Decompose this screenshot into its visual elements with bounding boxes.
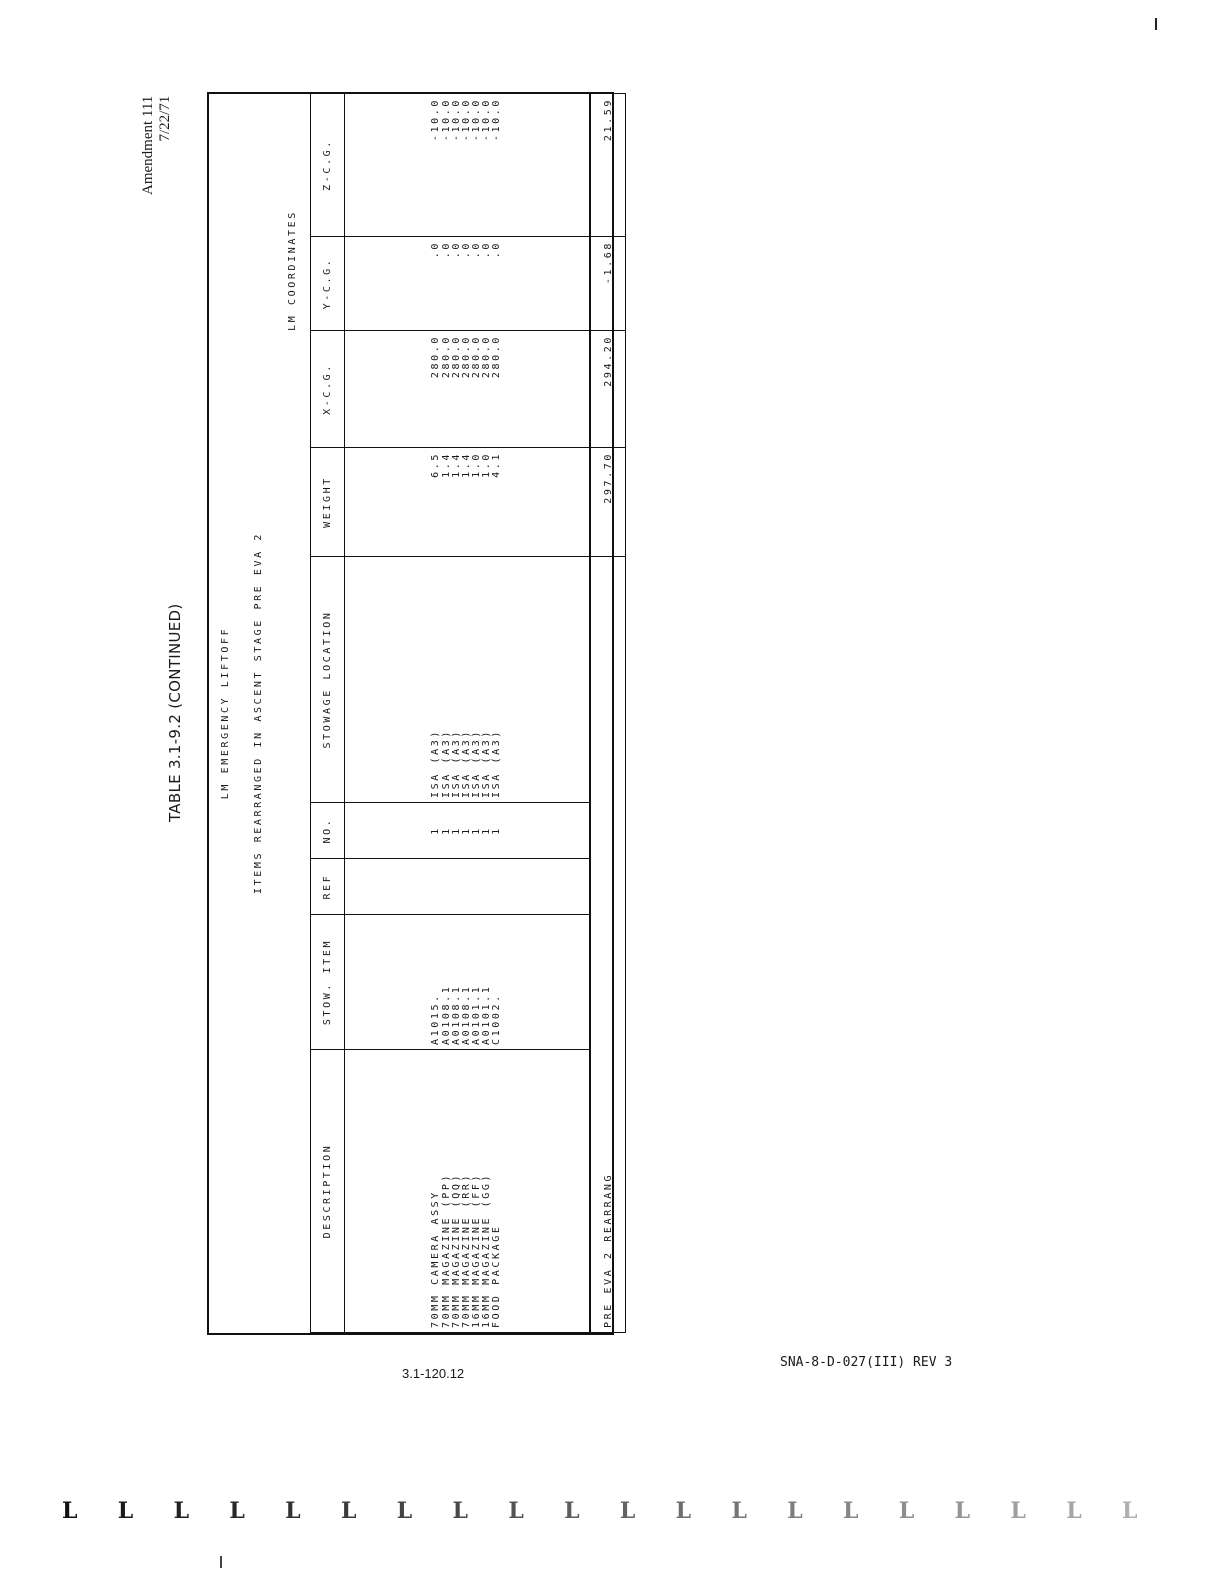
col-weight [345, 448, 591, 557]
scan-glyph: L [898, 1498, 915, 1524]
scan-glyph: L [285, 1498, 301, 1524]
cell-ref-7 [492, 863, 502, 910]
amendment-date: 7/22/71 [157, 95, 173, 142]
cell-weight-4: 1.4 [460, 452, 472, 478]
cell-y-cg-1: .0 [430, 241, 442, 259]
cell-no-7: 1 [491, 826, 503, 835]
amendment-number: Amendment 111 [140, 95, 156, 195]
cell-y-cg-4: .0 [460, 241, 472, 259]
header-z-cg: Z-C.G. [311, 94, 345, 237]
header-stow-item: STOW. ITEM [311, 915, 345, 1050]
cell-stow-item-6: A0101.1 [481, 984, 493, 1045]
cell-stow-item-2: A0108.1 [440, 984, 452, 1045]
cell-z-cg-1: -10.0 [430, 98, 442, 142]
cell-no-1: 1 [430, 826, 442, 835]
scan-glyph: L [564, 1498, 580, 1524]
cell-y-cg-3: .0 [450, 241, 462, 259]
col-stow-item [345, 915, 591, 1050]
col-x-cg [345, 331, 591, 448]
header-stowage-location: STOWAGE LOCATION [311, 557, 345, 803]
cell-x-cg-4: 280.0 [460, 335, 472, 379]
cell-weight-5: 1.0 [471, 452, 483, 478]
cell-stow-item-4: A0108.1 [460, 984, 472, 1045]
cell-stow-item-5: A0101.1 [471, 984, 483, 1045]
scan-glyph: L [1122, 1498, 1138, 1524]
cell-stow-item-1: A1015. [430, 993, 442, 1045]
cell-description-1: 70MM CAMERA ASSY [430, 1190, 442, 1328]
total-x-cg: 294.20 [590, 331, 626, 448]
scan-glyph: L [619, 1498, 636, 1524]
scan-glyph: L [229, 1498, 245, 1524]
cell-no-5: 1 [471, 826, 483, 835]
scan-glyph: L [954, 1498, 971, 1524]
cell-stowage-location-6: ISA (A3) [481, 729, 493, 798]
cell-ref-5 [472, 863, 482, 910]
cell-stowage-location-1: ISA (A3) [430, 729, 442, 798]
col-ref [345, 859, 591, 915]
scan-glyph: L [452, 1498, 468, 1524]
cell-x-cg-1: 280.0 [430, 335, 442, 379]
col-z-cg [345, 94, 591, 237]
page-edge-mark [1155, 18, 1157, 30]
cell-no-4: 1 [460, 826, 472, 835]
total-label: PRE EVA 2 REARRANG [590, 557, 626, 1333]
amendment-note [140, 96, 174, 195]
scan-glyph: L [843, 1498, 859, 1524]
scan-glyph: L [62, 1498, 78, 1524]
col-y-cg [345, 237, 591, 331]
total-weight: 297.70 [590, 448, 626, 557]
cell-x-cg-6: 280.0 [481, 335, 493, 379]
cell-stowage-location-5: ISA (A3) [471, 729, 483, 798]
header-description: DESCRIPTION [311, 1050, 345, 1333]
cell-no-6: 1 [481, 826, 493, 835]
cell-stowage-location-7: ISA (A3) [491, 729, 503, 798]
cell-no-3: 1 [450, 826, 462, 835]
cell-weight-1: 6.5 [430, 452, 442, 478]
cell-y-cg-6: .0 [481, 241, 493, 259]
scan-glyph: L [787, 1498, 803, 1524]
header-no: NO. [311, 803, 345, 859]
scan-glyph: L [173, 1498, 190, 1524]
cell-stow-item-7: C1002. [491, 993, 503, 1045]
cell-ref-4 [462, 863, 472, 910]
cell-z-cg-7: -10.0 [491, 98, 503, 142]
cell-x-cg-5: 280.0 [471, 335, 483, 379]
scan-glyph: L [1066, 1498, 1082, 1524]
document-id: SNA-8-D-027(III) REV 3 [780, 1355, 953, 1370]
scan-glyph: L [731, 1498, 747, 1524]
table-subtitle: ITEMS REARRANGED IN ASCENT STAGE PRE EVA 2 [253, 531, 264, 895]
cell-z-cg-5: -10.0 [471, 98, 483, 142]
scan-glyph: L [396, 1498, 413, 1524]
cell-description-3: 70MM MAGAZINE (QQ) [450, 1172, 462, 1328]
cell-x-cg-3: 280.0 [450, 335, 462, 379]
cell-description-6: 16MM MAGAZINE (GG) [481, 1172, 493, 1328]
cell-weight-3: 1.4 [450, 452, 462, 478]
cell-y-cg-2: .0 [440, 241, 452, 259]
cell-z-cg-6: -10.0 [481, 98, 493, 142]
cell-stow-item-3: A0108.1 [450, 984, 462, 1045]
cell-weight-6: 1.0 [481, 452, 493, 478]
cell-ref-6 [482, 863, 492, 910]
cell-y-cg-7: .0 [491, 241, 503, 259]
scan-glyph: L [508, 1498, 524, 1524]
stowage-table [209, 94, 612, 1333]
cell-no-2: 1 [440, 826, 452, 835]
scan-edge-strip [0, 1498, 1220, 1524]
table-caption: TABLE 3.1-9.2 (CONTINUED) [166, 603, 184, 822]
scan-glyph: L [117, 1498, 134, 1524]
cell-z-cg-3: -10.0 [450, 98, 462, 142]
page-bottom-mark [220, 1556, 222, 1568]
col-stowage-location [345, 557, 591, 803]
col-description [345, 1050, 591, 1333]
cell-description-7: FOOD PACKAGE [491, 1224, 503, 1328]
scan-glyph: L [1010, 1498, 1026, 1524]
scan-glyph: L [675, 1498, 692, 1524]
cell-x-cg-7: 280.0 [491, 335, 503, 379]
scan-glyph: L [340, 1498, 357, 1524]
cell-x-cg-2: 280.0 [440, 335, 452, 379]
cell-weight-2: 1.4 [440, 452, 452, 478]
cell-ref-2 [442, 863, 452, 910]
cell-y-cg-5: .0 [471, 241, 483, 259]
cell-z-cg-2: -10.0 [440, 98, 452, 142]
cell-stowage-location-4: ISA (A3) [460, 729, 472, 798]
cell-description-5: 16MM MAGAZINE (FF) [471, 1172, 483, 1328]
header-y-cg: Y-C.G. [311, 237, 345, 331]
page-number: 3.1-120.12 [402, 1366, 465, 1381]
col-no [345, 803, 591, 859]
header-weight: WEIGHT [311, 448, 345, 557]
coordinates-label: LM COORDINATES [287, 210, 298, 331]
table-title: LM EMERGENCY LIFTOFF [220, 626, 231, 800]
header-ref: REF [311, 859, 345, 915]
cell-ref-1 [431, 863, 441, 910]
cell-ref-3 [452, 863, 462, 910]
cell-description-2: 70MM MAGAZINE (PP) [440, 1172, 452, 1328]
cell-z-cg-4: -10.0 [460, 98, 472, 142]
total-z-cg: 21.59 [590, 94, 626, 237]
cell-stowage-location-3: ISA (A3) [450, 729, 462, 798]
cell-description-4: 70MM MAGAZINE (RR) [460, 1172, 472, 1328]
header-x-cg: X-C.G. [311, 331, 345, 448]
total-y-cg: -1.68 [590, 237, 626, 331]
cell-stowage-location-2: ISA (A3) [440, 729, 452, 798]
cell-weight-7: 4.1 [491, 452, 503, 478]
